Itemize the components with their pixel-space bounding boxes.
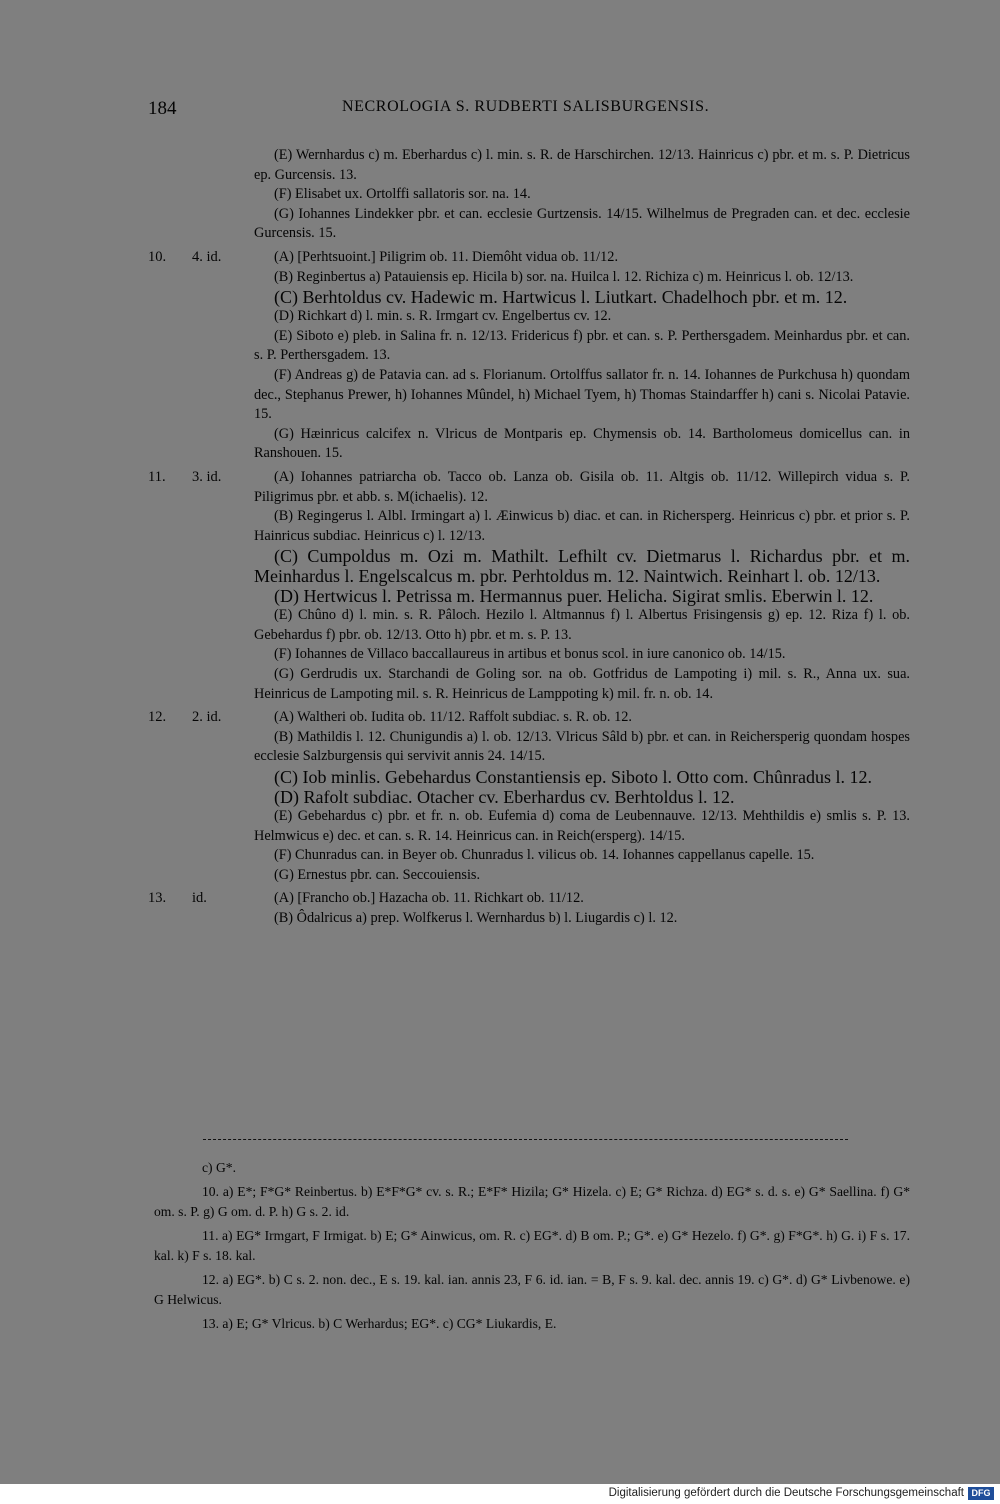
entry-line: (F) Andreas g) de Patavia can. ad s. Florianum. Ortolffus sallator fr. n. 14. Iohannes de Purkchusa h) quondam dec., Stephanus Prewer, h) Iohannes Mûndel, h) Michael Tyem, h) Thomas Staindarffer h) cani s. Nicolai Patavie. 15. [254,366,914,423]
entry-line: (B) Regingerus l. Albl. Irmingart a) l. Æinwicus b) diac. et can. in Richersperg. Heinricus c) pbr. et prior s. P. Hainricus subdiac. Heinricus c) l. 12/13. [254,508,914,544]
entry-line: (E) Wernhardus c) m. Eberhardus c) l. min. s. R. de Harschirchen. 12/13. Hainricus c) pbr. et m. s. P. Dietricus ep. Gurcensis. 13. [254,147,914,183]
entry-line: (C) Cumpoldus m. Ozi m. Mathilt. Lefhilt cv. Dietmarus l. Richardus pbr. et m. Meinhardus l. Engelscalcus m. pbr. Perhtoldus m. 12. Naintwich. Reinhart l. ob. 12/13. [254,546,915,587]
entry-line: (A) [Francho ob.] Hazacha ob. 11. Richkart ob. 11/12. [274,890,584,907]
credit-text: Digitalisierung gefördert durch die Deutsche Forschungsgemeinschaft [608,1487,964,1499]
entry-line: (B) Ôdalricus a) prep. Wolfkerus l. Wernhardus b) l. Liugardis c) l. 12. [274,910,678,926]
entry-line: (F) Elisabet ux. Ortolffi sallatoris sor. na. 14. [274,186,531,203]
carryover-block [0,146,1000,244]
day-entry [0,708,1000,885]
entry-line: (E) Siboto e) pleb. in Salina fr. n. 12/13. Fridericus f) pbr. et can. s. P. Perthersgadem. Meinhardus pbr. et can. s. P. Perthersgadem. 13. [254,327,914,364]
running-title: NECROLOGIA S. RUDBERTI SALISBURGENSIS. [342,98,710,115]
entry-line: (D) Richkart d) l. min. s. R. Irmgart cv. Engelbertus cv. 12. [274,308,612,325]
dfg-logo: DFG [968,1487,994,1500]
entry-line: (G) Iohannes Lindekker pbr. et can. ecclesie Gurtzensis. 14/15. Wilhelmus de Pregraden can. et dec. ecclesie Gurcensis. 15. [254,205,914,242]
entry-line: (D) Rafolt subdiac. Otacher cv. Eberhardus cv. Berhtoldus l. 12. [274,787,735,808]
footnote: c) G*. [202,1160,236,1175]
footnote: 12. a) EG*. b) C s. 2. non. dec., E s. 19. kal. ian. annis 23, F 6. id. ian. = B, F s. 9. kal. dec. annis 19. c) G*. d) G* Livbenowe. e) G Helwicus. [154,1272,914,1307]
entry-line: (C) Berhtoldus cv. Hadewic m. Hartwicus l. Liutkart. Chadelhoch pbr. et m. 12. [274,287,848,308]
entry-line: (G) Hæinricus calcifex n. Vlricus de Montparis ep. Chymensis ob. 14. Bartholomeus domicellus can. in Ranshouen. 15. [254,425,914,462]
entry-line: (A) Waltheri ob. Iudita ob. 11/12. Raffolt subdiac. s. R. ob. 12. [274,709,632,726]
page-number: 184 [148,98,177,119]
day-date: 4. id. [192,248,222,265]
day-entry [0,248,1000,464]
entry-line: (A) Iohannes patriarcha ob. Tacco ob. Lanza ob. Gisila ob. 11. Altgis ob. 11/12. Willepirch vidua s. P. Piligrimus pbr. et abb. s. M(ichaelis). 12. [254,468,914,505]
entry-line: (G) Ernestus pbr. can. Seccouiensis. [274,866,481,883]
day-number: 12. [148,709,167,726]
footnote-rule [203,1139,848,1140]
day-number: 10. [148,248,167,265]
credit-bar [0,1484,1000,1504]
footnote: 11. a) EG* Irmgart, F Irmigat. b) E; G* Ainwicus, om. R. c) EG*. d) B om. P.; G*. e) G* Hezelo. f) G*. g) F*G*. h) G. i) F s. 17. kal. k) F s. 18. kal. [154,1228,914,1263]
entry-line: (B) Mathildis l. 12. Chunigundis a) l. ob. 12/13. Vlricus Sâld b) pbr. et can. in Reichersperig quondam hospes ecclesie Salzburgensis qui servivit annis 24. 14/15. [254,728,914,765]
day-entry [0,468,1000,704]
entry-line: (F) Chunradus can. in Beyer ob. Chunradus l. vilicus ob. 14. Iohannes cappellanus capelle. 15. [274,847,815,864]
day-number: 13. [148,890,167,907]
footnote: 13. a) E; G* Vlricus. b) C Werhardus; EG*. c) CG* Liukardis, E. [202,1316,557,1331]
entry-line: (E) Chûno d) l. min. s. R. Pâloch. Hezilo l. Altmannus f) l. Albertus Frisingensis g) ep. 12. Riza f) l. ob. Gebehardus f) pbr. ob. 12/13. Otto h) pbr. et m. s. P. 13. [254,607,914,643]
entry-line: (D) Hertwicus l. Petrissa m. Hermannus puer. Helicha. Sigirat smlis. Eberwin l. 12. [274,586,874,607]
main-text [0,146,1000,932]
footnote: 10. a) E*; F*G* Reinbertus. b) E*F*G* cv. s. R.; E*F* Hizila; G* Hizela. c) E; G* Richza. d) EG* s. d. s. e) G* Saellina. f) G* om. s. P. g) G om. d. P. h) G s. 2. id. [154,1184,914,1219]
footnotes [154,1158,914,1334]
entry-line: (C) Iob minlis. Gebehardus Constantiensis ep. Siboto l. Otto com. Chûnradus l. 12. [274,767,872,788]
entry-line: (A) [Perhtsuoint.] Piligrim ob. 11. Diemôht vidua ob. 11/12. [274,248,619,265]
day-number: 11. [148,468,166,485]
entry-line: (G) Gerdrudis ux. Starchandi de Goling sor. na ob. Gotfridus de Lampoting i) mil. s. R., Anna ux. sua. Heinricus de Lampoting mil. s. R. Heinricus de Lamppoting k) mil. fr. n. ob. 14. [254,666,914,702]
day-entry [0,889,1000,928]
day-date: id. [192,890,207,907]
day-date: 3. id. [192,468,222,485]
entry-line: (F) Iohannes de Villaco baccallaureus in artibus et bonus scol. in iure canonico ob. 14/15. [274,646,786,663]
entry-line: (B) Reginbertus a) Patauiensis ep. Hicila b) sor. na. Huilca l. 12. Richiza c) m. Heinricus l. ob. 12/13. [274,268,854,285]
day-date: 2. id. [192,709,222,726]
entry-line: (E) Gebehardus c) pbr. et fr. n. ob. Eufemia d) coma de Leubennauve. 12/13. Mehthildis e) smlis s. P. 13. Helmwicus e) dec. et can. s. R. 14. Heinricus can. in Reich(ersperg). 14/15. [254,808,914,844]
